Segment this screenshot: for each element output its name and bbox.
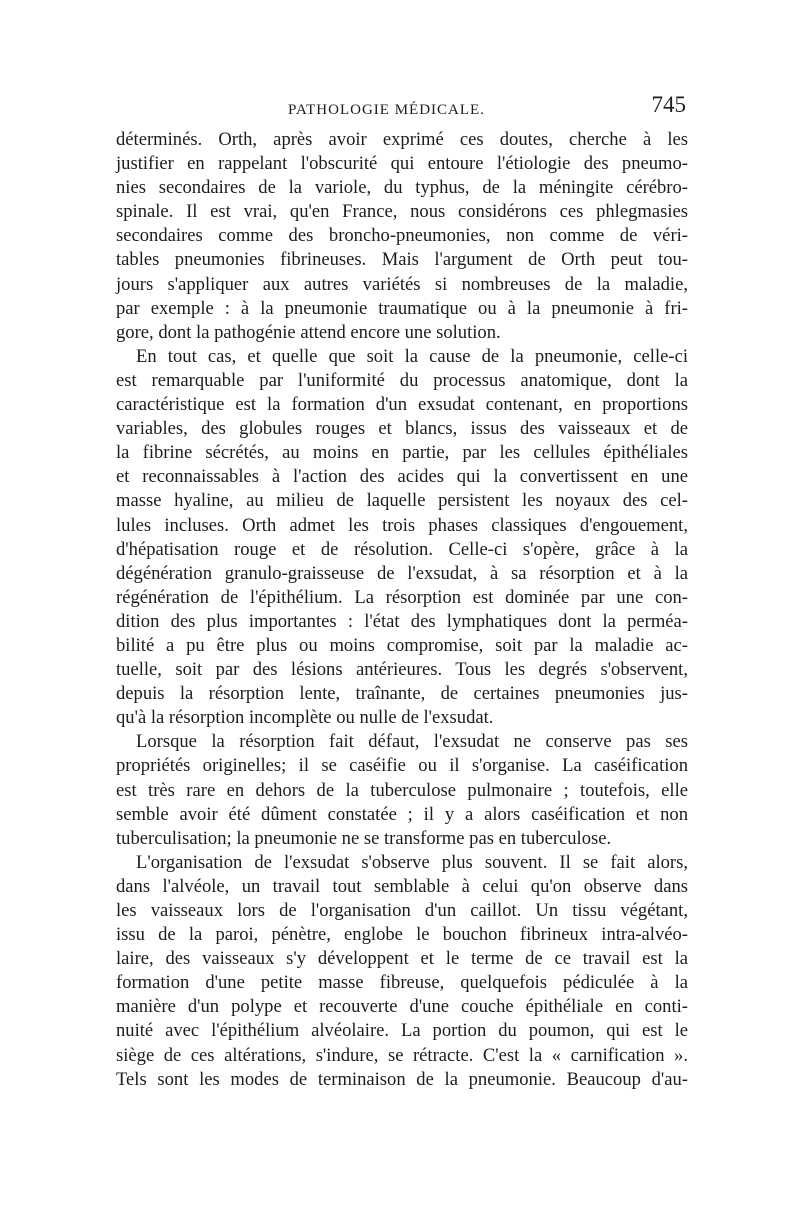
body-text xyxy=(116,128,688,1092)
page-number: 745 xyxy=(651,92,686,117)
text-line: la fibrine sécrétés, au moins en partie, par les cellules épithéliales xyxy=(116,442,688,464)
text-line: masse hyaline, au milieu de laquelle persistent les noyaux des cel- xyxy=(116,490,688,512)
text-line: semble avoir été dûment constatée ; il y a alors caséification et non xyxy=(116,803,688,825)
text-line: est remarquable par l'uniformité du processus anatomique, dont la xyxy=(116,369,688,391)
text-line: bilité a pu être plus ou moins compromise, soit par la maladie ac- xyxy=(116,634,688,656)
text-line: laire, des vaisseaux s'y développent et le terme de ce travail est la xyxy=(116,948,688,970)
text-line: par exemple : à la pneumonie traumatique ou à la pneumonie à fri- xyxy=(116,297,688,319)
text-line: jours s'appliquer aux autres variétés si nombreuses de la maladie, xyxy=(116,273,688,295)
text-line: siège de ces altérations, s'indure, se rétracte. C'est la « carnification ». xyxy=(116,1044,688,1066)
text-line: secondaires comme des broncho-pneumonies, non comme de véri- xyxy=(116,225,688,247)
text-line: justifier en rappelant l'obscurité qui entoure l'étiologie des pneumo- xyxy=(116,153,688,175)
text-line: régénération de l'épithélium. La résorption est dominée par une con- xyxy=(116,586,688,608)
text-line: L'organisation de l'exsudat s'observe plus souvent. Il se fait alors, xyxy=(136,851,688,873)
text-line: d'hépatisation rouge et de résolution. Celle-ci s'opère, grâce à la xyxy=(116,538,688,560)
text-line: spinale. Il est vrai, qu'en France, nous considérons ces phlegmasies xyxy=(116,201,688,223)
text-line: dégénération granulo-graisseuse de l'exsudat, à sa résorption et à la xyxy=(116,562,688,584)
page-header xyxy=(118,92,686,126)
text-line: nuité avec l'épithélium alvéolaire. La portion du poumon, qui est le xyxy=(116,1020,688,1042)
text-line: gore, dont la pathogénie attend encore une solution. xyxy=(116,321,501,343)
text-line: nies secondaires de la variole, du typhus, de la méningite cérébro- xyxy=(116,177,688,199)
text-line: issu de la paroi, pénètre, englobe le bouchon fibrineux intra-alvéo- xyxy=(116,924,688,946)
text-line: tuberculisation; la pneumonie ne se transforme pas en tuberculose. xyxy=(116,827,612,849)
text-line: déterminés. Orth, après avoir exprimé ces doutes, cherche à les xyxy=(116,129,688,150)
text-line: qu'à la résorption incomplète ou nulle de l'exsudat. xyxy=(116,707,494,729)
text-line: les vaisseaux lors de l'organisation d'un caillot. Un tissu végétant, xyxy=(116,900,688,921)
text-line: Lorsque la résorption fait défaut, l'exsudat ne conserve pas ses xyxy=(136,731,688,753)
text-line: Tels sont les modes de terminaison de la pneumonie. Beaucoup d'au- xyxy=(116,1068,688,1090)
text-line: En tout cas, et quelle que soit la cause de la pneumonie, celle-ci xyxy=(136,345,688,367)
text-line: depuis la résorption lente, traînante, de certaines pneumonies jus- xyxy=(116,683,688,705)
text-line: caractéristique est la formation d'un exsudat contenant, en proportions xyxy=(116,394,688,416)
text-line: propriétés originelles; il se caséifie ou il s'organise. La caséification xyxy=(116,755,688,777)
text-line: manière d'un polype et recouverte d'une couche épithéliale en conti- xyxy=(116,996,688,1018)
text-line: est très rare en dehors de la tuberculose pulmonaire ; toutefois, elle xyxy=(116,779,688,801)
running-title: PATHOLOGIE MÉDICALE. xyxy=(288,102,485,118)
text-line: dition des plus importantes : l'état des lymphatiques dont la perméa- xyxy=(116,610,688,632)
text-line: dans l'alvéole, un travail tout semblable à celui qu'on observe dans xyxy=(116,875,688,897)
text-line: tuelle, soit par des lésions antérieures. Tous les degrés s'observent, xyxy=(116,659,688,681)
text-line: et reconnaissables à l'action des acides qui la convertissent en une xyxy=(116,466,688,488)
text-line: tables pneumonies fibrineuses. Mais l'argument de Orth peut tou- xyxy=(116,249,688,271)
text-line: lules incluses. Orth admet les trois phases classiques d'engouement, xyxy=(116,514,688,536)
text-line: formation d'une petite masse fibreuse, quelquefois pédiculée à la xyxy=(116,972,688,994)
text-line: variables, des globules rouges et blancs, issus des vaisseaux et de xyxy=(116,418,688,440)
